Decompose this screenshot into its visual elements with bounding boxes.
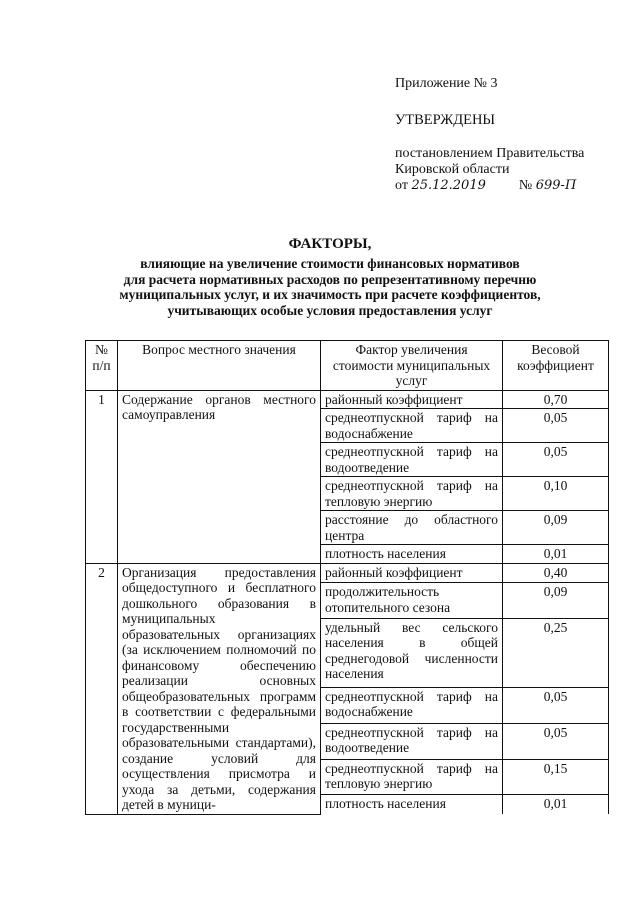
weight-cell: 0,70	[503, 390, 609, 409]
approved-label: УТВЕРЖДЕНЫ	[395, 112, 496, 128]
weight-cell: 0,10	[503, 477, 609, 511]
weight-cell: 0,09	[503, 511, 609, 545]
table-row	[86, 563, 609, 583]
weight-cell: 0,05	[503, 443, 609, 477]
header-factor: Фактор увеличения стоимости муниципальных услуг	[321, 341, 503, 391]
date-value: 25.12.2019	[411, 178, 486, 193]
factor-cell: среднеотпускной тариф на водоотведение	[321, 723, 503, 759]
factor-cell: районный коэффициент	[321, 563, 503, 583]
group-question: Содержание органов местного самоуправления	[118, 390, 321, 563]
factor-cell: районный коэффициент	[321, 390, 503, 409]
weight-cell: 0,01	[503, 795, 609, 814]
subtitle-line-2: для расчета нормативных расходов по репрезентативному перечню	[123, 271, 537, 287]
factors-table	[85, 340, 609, 815]
weight-cell: 0,15	[503, 759, 609, 795]
subtitle-line-4: учитывающих особые условия предоставления услуг	[167, 302, 493, 318]
factor-cell: среднеотпускной тариф на тепловую энергию	[321, 477, 503, 511]
weight-cell: 0,40	[503, 563, 609, 583]
factor-cell: продолжительность отопительного сезона	[321, 583, 503, 619]
number-value: 699-П	[535, 178, 577, 193]
date-prefix: от	[395, 178, 408, 193]
decree-line-2: Кировской области	[395, 162, 510, 177]
group-question: Организация предоставления общедоступного и бесплатного дошкольного образования в муниципальных образовательных организациях (за исключением полномочий по финансовому обеспечению реализации основных общеобразовательных программ в соответствии с федеральными государственными образовательными стандартами), создание условий для осуществления присмотра и ухода за детьми, содержания детей в муници-	[118, 563, 321, 814]
subtitle-line-3: муниципальных услуг, и их значимость при расчете коэффициентов,	[119, 287, 541, 302]
weight-cell: 0,05	[503, 723, 609, 759]
factor-cell: среднеотпускной тариф на водоснабжение	[321, 687, 503, 723]
group-num: 1	[86, 390, 118, 563]
header-question: Вопрос местного значения	[118, 341, 321, 391]
group-num: 2	[86, 563, 118, 814]
factor-cell: расстояние до областного центра	[321, 511, 503, 545]
subtitle-line-1: влияющие на увеличение стоимости финансовых нормативов	[140, 256, 520, 271]
weight-cell: 0,01	[503, 545, 609, 564]
table-row	[86, 390, 609, 409]
table-header-row	[86, 341, 609, 391]
factor-cell: удельный вес сельского населения в общей среднегодовой численности населения	[321, 618, 503, 687]
number-prefix: №	[518, 178, 533, 193]
factor-cell: среднеотпускной тариф на водоснабжение	[321, 409, 503, 443]
factor-cell: плотность населения	[321, 545, 503, 564]
header-num: № п/п	[86, 341, 118, 391]
decree-date-line	[395, 178, 576, 194]
header-weight: Весовой коэффициент	[503, 341, 609, 391]
weight-cell: 0,05	[503, 687, 609, 723]
doc-subtitle	[60, 256, 600, 318]
factor-cell: плотность населения	[321, 795, 503, 814]
decree-line-1: постановлением Правительства	[395, 146, 585, 161]
factor-cell: среднеотпускной тариф на тепловую энергию	[321, 759, 503, 795]
weight-cell: 0,25	[503, 618, 609, 687]
doc-title: ФАКТОРЫ,	[288, 236, 372, 252]
appendix-label: Приложение № 3	[395, 76, 498, 91]
weight-cell: 0,05	[503, 409, 609, 443]
factor-cell: среднеотпускной тариф на водоотведение	[321, 443, 503, 477]
weight-cell: 0,09	[503, 583, 609, 619]
